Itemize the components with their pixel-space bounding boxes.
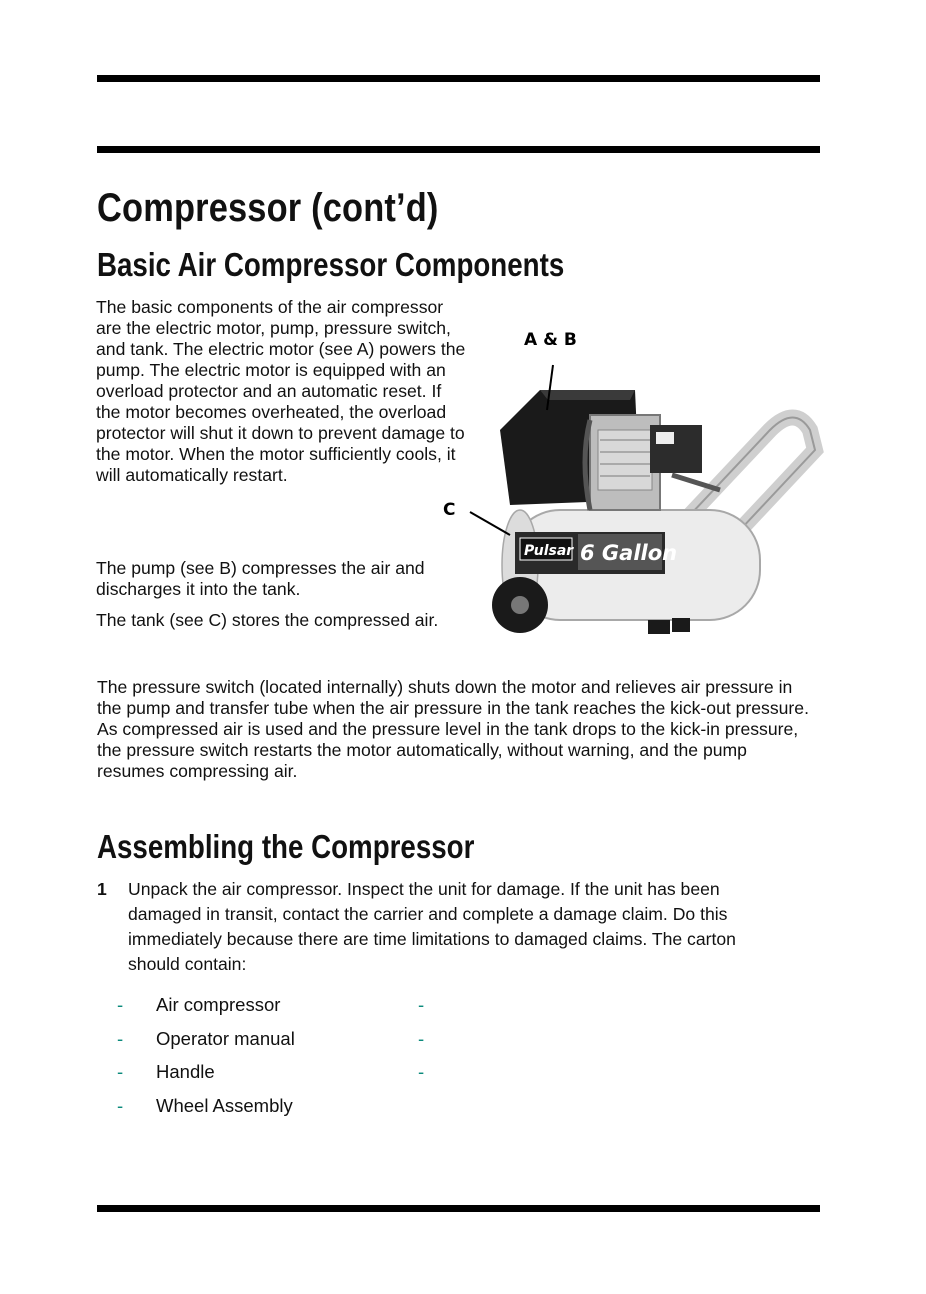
callout-c: C xyxy=(443,500,456,520)
section-heading-assembling: Assembling the Compressor xyxy=(97,828,475,865)
brand-label: Pulsar xyxy=(524,543,574,559)
step-number: 1 xyxy=(97,879,107,899)
list-item-label: Handle xyxy=(156,1061,215,1082)
list-item-label: Air compressor xyxy=(156,994,281,1015)
page-title: Compressor (cont’d) xyxy=(97,186,439,230)
bottom-rule xyxy=(97,1205,820,1212)
pump-paragraph: The pump (see B) compresses the air and discharges it into the tank. xyxy=(96,558,425,599)
top-rule-1 xyxy=(97,75,820,82)
callout-ab: A & B xyxy=(524,330,577,350)
list-dash: - xyxy=(117,1027,124,1049)
intro-paragraph: The basic components of the air compressor are the electric motor, pump, pressure switch, and tank. The electric motor (see A) powers the pump. The electric motor is equipped with an overload protector and an automatic reset. If the motor becomes overheated, the overload protector will shut it down to prevent damage to the motor. When the motor sufficiently cools, it will automatically restart. xyxy=(96,297,466,485)
section-heading-components: Basic Air Compressor Components xyxy=(97,246,565,283)
list-dash: - xyxy=(418,1027,425,1049)
list-dash: - xyxy=(418,1061,425,1082)
list-item-label: Wheel Assembly xyxy=(156,1094,293,1116)
list-dash: - xyxy=(117,1061,124,1082)
list-dash: - xyxy=(418,994,425,1015)
compressor-illustration xyxy=(440,320,840,660)
step-text: Unpack the air compressor. Inspect the unit for damage. If the unit has been damaged in transit, contact the carrier and complete a damage claim. Do this immediately because there are time limitations to damaged claims. The carton should contain: xyxy=(128,879,736,974)
top-rule-2 xyxy=(97,146,820,153)
tank-paragraph: The tank (see C) stores the compressed air. xyxy=(96,610,439,630)
list-dash: - xyxy=(117,994,124,1015)
list-item-label: Operator manual xyxy=(156,1027,295,1049)
list-dash: - xyxy=(117,1094,124,1116)
pressure-switch-paragraph: The pressure switch (located internally) shuts down the motor and relieves air pressure in the pump and transfer tube when the air pressure in the tank reaches the kick-out pressure. As compressed air is used and the pressure level in the tank drops to the kick-in pressure, the pressure switch restarts the motor automatically, without warning, and the pump resumes compressing air. xyxy=(97,677,809,781)
capacity-label: 6 Gallon xyxy=(580,541,678,565)
